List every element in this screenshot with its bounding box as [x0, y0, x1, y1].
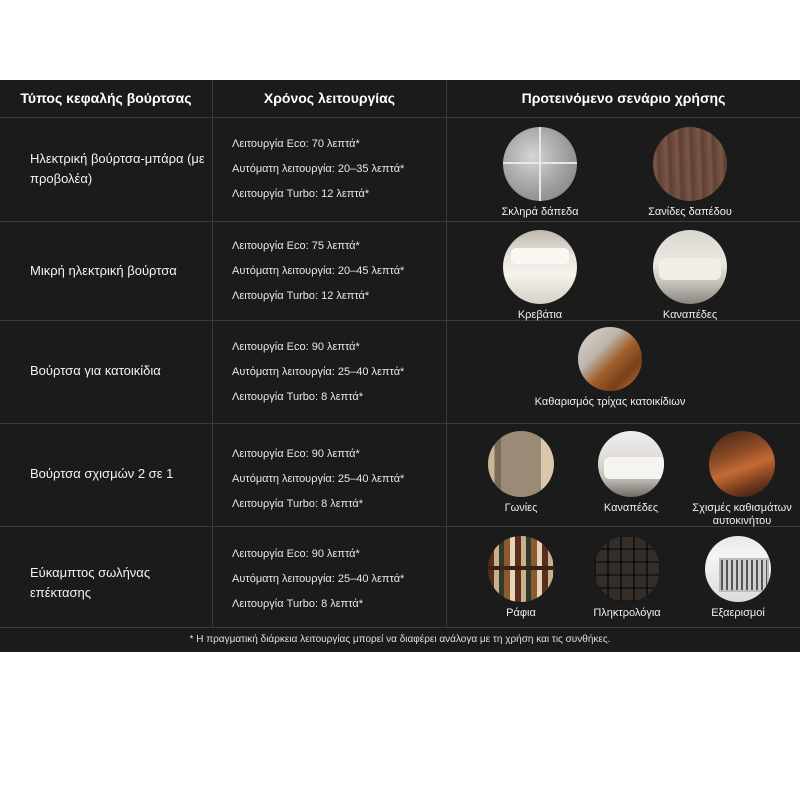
air-vent-image: [705, 536, 771, 602]
runtime-eco: Λειτουργία Eco: 90 λεπτά*: [232, 341, 360, 353]
scenario-item: [586, 431, 676, 515]
scenario-label: Πληκτρολόγια: [593, 607, 661, 619]
brush-type-name: Εύκαμπτος σωλήνας επέκτασης: [30, 565, 151, 600]
brush-type-name: Ηλεκτρική βούρτσα-μπάρα (με προβολέα): [30, 151, 205, 186]
bed-image: [503, 230, 577, 304]
runtime-list: [232, 442, 442, 517]
runtime-turbo: Λειτουργία Turbo: 8 λεπτά*: [232, 598, 364, 610]
scenario-item: [476, 431, 566, 515]
scenario-label: Καναπέδες: [603, 502, 659, 514]
brush-type-name: Μικρή ηλεκτρική βούρτσα: [30, 263, 177, 278]
sofa-image: [653, 230, 727, 304]
scenario-item: [688, 431, 796, 528]
table-header: [0, 80, 800, 118]
scenario-item: [693, 536, 783, 620]
scenario-item: [640, 230, 740, 322]
runtime-turbo: Λειτουργία Turbo: 8 λεπτά*: [232, 391, 364, 403]
scenario-label: Σχισμές καθισμάτων αυτοκινήτου: [692, 502, 792, 527]
table-row: [0, 321, 800, 424]
scenario-item: [495, 230, 585, 322]
runtime-turbo: Λειτουργία Turbo: 8 λεπτά*: [232, 498, 364, 510]
runtime-list: [232, 335, 442, 410]
car-seat-image: [709, 431, 775, 497]
table-row: [0, 117, 800, 222]
scenario-item: [582, 536, 672, 620]
runtime-turbo: Λειτουργία Turbo: 12 λεπτά*: [232, 290, 370, 302]
scenario-label: Καναπέδες: [662, 309, 718, 321]
scenario-item: [476, 536, 566, 620]
runtime-auto: Αυτόματη λειτουργία: 20–35 λεπτά*: [232, 163, 405, 175]
scenario-label: Κρεβάτια: [517, 309, 563, 321]
comparison-table: [0, 80, 800, 652]
runtime-eco: Λειτουργία Eco: 75 λεπτά*: [232, 240, 360, 252]
bookshelf-image: [488, 536, 554, 602]
runtime-turbo: Λειτουργία Turbo: 12 λεπτά*: [232, 188, 370, 200]
runtime-auto: Αυτόματη λειτουργία: 25–40 λεπτά*: [232, 573, 405, 585]
runtime-auto: Αυτόματη λειτουργία: 25–40 λεπτά*: [232, 366, 405, 378]
header-runtime: Χρόνος λειτουργίας: [263, 90, 396, 106]
table-row: [0, 222, 800, 321]
scenario-item: [640, 127, 740, 219]
keyboard-image: [594, 536, 660, 602]
header-brush-type: Τύπος κεφαλής βούρτσας: [20, 90, 192, 106]
brush-type-name: Βούρτσα για κατοικίδια: [30, 363, 161, 378]
brush-type-name: Βούρτσα σχισμών 2 σε 1: [30, 466, 174, 481]
scenario-label: Εξαερισμοί: [711, 607, 765, 619]
scenario-item: [520, 327, 700, 409]
runtime-auto: Αυτόματη λειτουργία: 25–40 λεπτά*: [232, 473, 405, 485]
footnote: * Η πραγματική διάρκεια λειτουργίας μπορεί να διαφέρει ανάλογα με τη χρήση και τις συνθήκες.: [189, 634, 611, 645]
scenario-label: Γωνίες: [504, 502, 538, 514]
scenario-label: Σανίδες δαπέδου: [648, 206, 732, 218]
runtime-list: [232, 234, 442, 309]
runtime-eco: Λειτουργία Eco: 90 λεπτά*: [232, 448, 360, 460]
wood-plank-image: [653, 127, 727, 201]
corner-image: [488, 431, 554, 497]
scenario-item: [495, 127, 585, 219]
hard-floor-image: [503, 127, 577, 201]
scenario-label: Ράφια: [506, 607, 536, 619]
runtime-eco: Λειτουργία Eco: 70 λεπτά*: [232, 138, 360, 150]
scenario-label: Σκληρά δάπεδα: [501, 206, 579, 218]
runtime-auto: Αυτόματη λειτουργία: 20–45 λεπτά*: [232, 265, 405, 277]
pet-hair-image: [578, 327, 642, 391]
header-scenario: Προτεινόμενο σενάριο χρήσης: [521, 90, 726, 106]
table-row: [0, 424, 800, 527]
scenario-label: Καθαρισμός τρίχας κατοικίδιων: [534, 396, 686, 408]
table-row: [0, 527, 800, 628]
runtime-eco: Λειτουργία Eco: 90 λεπτά*: [232, 548, 360, 560]
runtime-list: [232, 132, 442, 207]
runtime-list: [232, 542, 442, 617]
sofa-image: [598, 431, 664, 497]
